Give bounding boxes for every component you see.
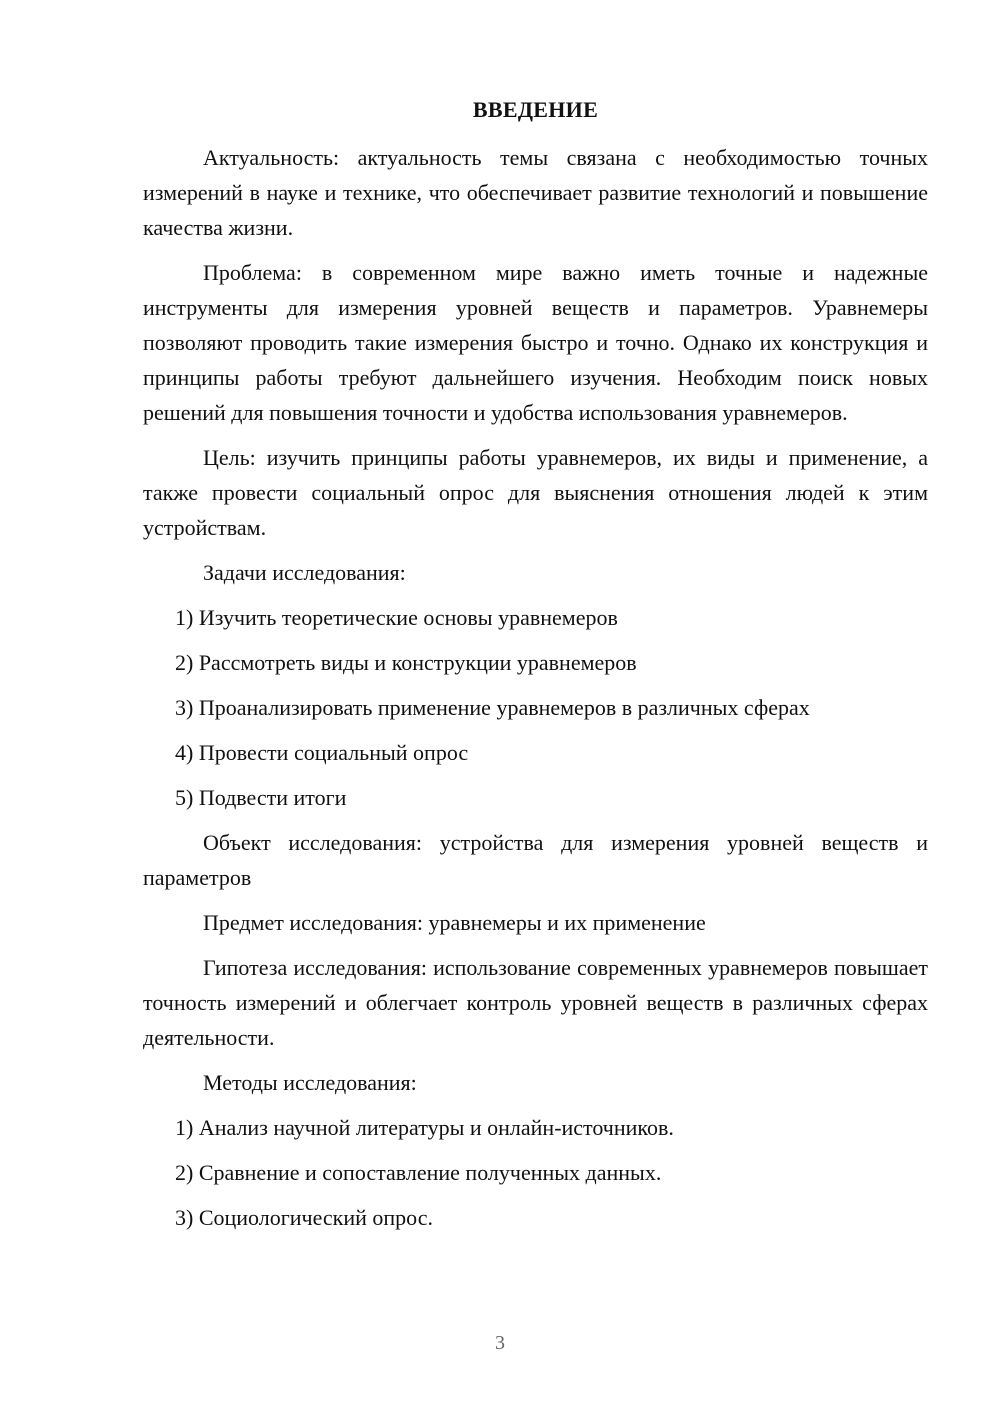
relevance-paragraph: Актуальность: актуальность темы связана с необходимостью точных измерений в науке и технике, что обеспечивает развитие технологий и повышение качества жизни.: [143, 145, 928, 240]
task-item: 1) Изучить теоретические основы уравнемеров: [175, 605, 618, 630]
methods-heading: Методы исследования:: [203, 1070, 417, 1095]
page-content: [143, 94, 928, 1245]
method-item: 3) Социологический опрос.: [175, 1205, 433, 1230]
task-item: 5) Подвести итоги: [175, 785, 347, 810]
section-title: ВВЕДЕНИЕ: [472, 97, 599, 122]
problem-paragraph: Проблема: в современном мире важно иметь точные и надежные инструменты для измерения уровней веществ и параметров. Уравнемеры позволяют проводить такие измерения быстро и точно. Однако их конструкция и принципы работы требуют дальнейшего изучения. Необходим поиск новых решений для повышения точности и удобства использования уравнемеров.: [143, 260, 928, 425]
method-item: 2) Сравнение и сопоставление полученных данных.: [175, 1160, 662, 1185]
method-item: 1) Анализ научной литературы и онлайн-источников.: [175, 1115, 674, 1140]
tasks-heading: Задачи исследования:: [203, 560, 406, 585]
task-item: 2) Рассмотреть виды и конструкции уравнемеров: [175, 650, 637, 675]
object-paragraph: Объект исследования: устройства для измерения уровней веществ и параметров: [143, 830, 928, 890]
goal-paragraph: Цель: изучить принципы работы уравнемеров, их виды и применение, а также провести социальный опрос для выяснения отношения людей к этим устройствам.: [143, 445, 928, 540]
task-item: 4) Провести социальный опрос: [175, 740, 469, 765]
subject-paragraph: Предмет исследования: уравнемеры и их применение: [203, 910, 706, 935]
task-item: 3) Проанализировать применение уравнемеров в различных сферах: [175, 695, 810, 720]
hypothesis-paragraph: Гипотеза исследования: использование современных уравнемеров повышает точность измерений и облегчает контроль уровней веществ в различных сферах деятельности.: [143, 955, 928, 1050]
page-number: 3: [495, 1332, 505, 1354]
